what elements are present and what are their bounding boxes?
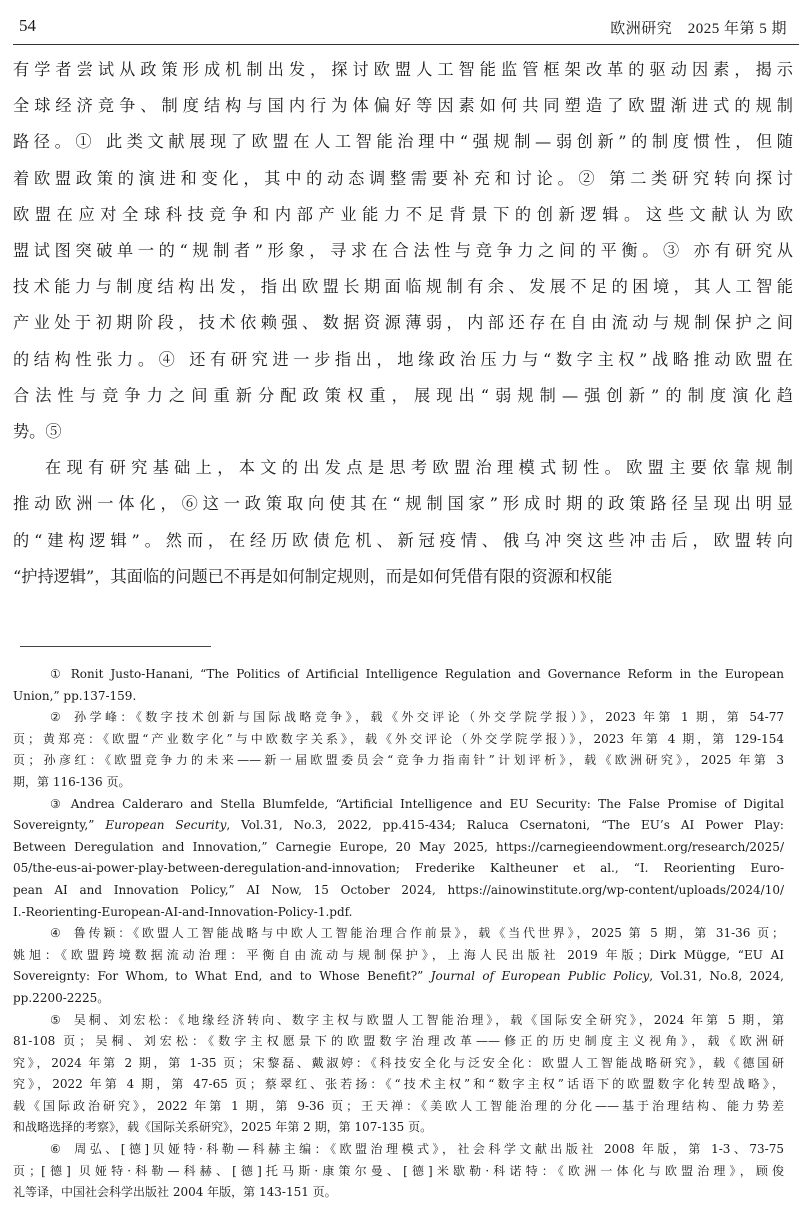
running-header: [13, 10, 799, 45]
footnote-text: 和战略选择的考察》，载《国际关系研究》，2025 年第 2 期，第 107-135 页。: [13, 1120, 433, 1135]
footnote-marker: ②: [50, 710, 61, 725]
footnote-line: [13, 1074, 784, 1096]
footnote-text: Between Deregulation and Innovation,” Carnegie Europe, 20 May 2025, https://carnegieendowment.org/research/2025/: [13, 839, 784, 854]
footnote-text: Union,” pp.137-159.: [13, 688, 137, 703]
body-line: 欧盟在应对全球科技竞争和内部产业能力不足背景下的创新逻辑。这些文献认为欧: [13, 204, 793, 224]
footnote-line: [13, 966, 784, 988]
body-line: 推动欧洲一体化，⑥这一政策取向使其在“规制国家”形成时期的政策路径呈现出明显: [13, 494, 793, 514]
body-line: 技术能力与制度结构出发，指出欧盟长期面临规制有余、发展不足的困境，其人工智能: [13, 277, 793, 297]
footnote-start-line: [13, 1139, 784, 1161]
body-line: 盟试图突破单一的“规制者”形象，寻求在合法性与竞争力之间的平衡。③ 亦有研究从: [13, 241, 793, 261]
footnote-start-line: [13, 707, 784, 729]
footnote-text: 姚旭：《欧盟跨境数据流动治理：平衡自由流动与规制保护》，上海人民出版社 2019 年版；Dirk Mügge, “EU AI: [13, 947, 784, 962]
main-body-text: [13, 52, 793, 595]
footnote-text: Sovereignty,”: [13, 818, 106, 833]
journal-title: Journal of European Public Policy: [430, 969, 650, 984]
footnote-start-line: [13, 794, 784, 816]
footnote-line: [13, 1031, 784, 1053]
footnote-line: [13, 1182, 784, 1204]
body-line: 着欧盟政策的演进和变化，其中的动态调整需要补充和讨论。② 第二类研究转向探讨: [13, 168, 793, 188]
body-line: 有学者尝试从政策形成机制出发，探讨欧盟人工智能监管框架改革的驱动因素，揭示: [13, 60, 793, 79]
footnote-line: [13, 729, 784, 751]
footnote-text: 05/the-eus-ai-power-play-between-deregulation-and-innovation; Frederike Kaltheuner et al., “I. Reorienting Euro-: [13, 861, 784, 876]
body-line: 合法性与竞争力之间重新分配政策权重，展现出“弱规制—强创新”的制度演化趋: [13, 385, 793, 405]
footnote-text: 孙学峰：《数字技术创新与国际战略竞争》，载《外交评论（外交学院学报）》，2023 年第 1 期，第 54-77: [70, 710, 784, 725]
page-number: 54: [19, 16, 36, 35]
footnote-line: [13, 1117, 784, 1139]
footnote-line: [13, 988, 784, 1010]
footnote-text: I.-Reorienting-European-AI-and-Innovation-Policy-1.pdf.: [13, 904, 353, 919]
body-line: 产业处于初期阶段，技术依赖强、数据资源薄弱，内部还存在自由流动与规制保护之间: [13, 313, 793, 333]
footnote-marker: ④: [50, 926, 61, 941]
footnote-line: [13, 880, 784, 902]
footnote-line: [13, 750, 784, 772]
footnote-line: [13, 902, 784, 924]
journal-title: European Security: [105, 818, 227, 833]
footnote-line: [13, 837, 784, 859]
body-line: 的“建构逻辑”。然而，在经历欧债危机、新冠疫情、俄乌冲突这些冲击后，欧盟转向: [13, 530, 793, 550]
footnote-text: pp.2200-2225。: [13, 990, 110, 1005]
footnote-start-line: [13, 1010, 784, 1032]
footnote-text: Ronit Justo-Hanani, “The Politics of Artificial Intelligence Regulation and Governance Reform in the European: [70, 667, 784, 681]
footnote-text: 究》，2024 年第 2 期，第 1-35 页；宋黎磊、戴淑婷：《科技安全化与泛安全化：欧盟人工智能战略研究》，载《德国研: [13, 1055, 784, 1070]
footnote-text: 载《国际政治研究》，2022 年第 1 期，第 9-36 页；王天禅：《美欧人工智能治理的分化——基于治理结构、能力势差: [13, 1098, 784, 1113]
footnote-separator: [20, 646, 211, 647]
footnote-text: Sovereignty: For Whom, to What End, and to Whose Benefit?”: [13, 969, 431, 984]
body-line: 路径。① 此类文献展现了欧盟在人工智能治理中“强规制—弱创新”的制度惯性，但随: [13, 132, 793, 152]
body-line: 全球经济竞争、制度结构与国内行为体偏好等因素如何共同塑造了欧盟渐进式的规制: [13, 96, 793, 116]
footnote-line: [13, 858, 784, 880]
footnote-text: Andrea Calderaro and Stella Blumfelde, “Artificial Intelligence and EU Security: The False Promise of Digital: [70, 796, 784, 811]
footnote-text: , Vol.31, No.3, 2022, pp.415-434; Raluca Csernatoni, “The EU’s AI Power Play:: [226, 818, 784, 833]
body-line: “护持逻辑”，其面临的问题已不再是如何制定规则，而是如何凭借有限的资源和权能: [13, 566, 613, 586]
footnote-line: [13, 815, 784, 837]
footnote-text: 页；孙彦红：《欧盟竞争力的未来——新一届欧盟委员会“竞争力指南针”计划评析》，载《欧洲研究》，2025 年第 3: [13, 753, 784, 768]
footnotes: [13, 664, 784, 1204]
body-line: 在现有研究基础上，本文的出发点是思考欧盟治理模式韧性。欧盟主要依靠规制: [45, 458, 793, 478]
footnote-line: [13, 1053, 784, 1075]
footnote-text: 吴桐、刘宏松：《地缘经济转向、数字主权与欧盟人工智能治理》，载《国际安全研究》，2024 年第 5 期，第: [70, 1012, 784, 1027]
footnote-start-line: [13, 923, 784, 945]
footnote-text: 礼等译，中国社会科学出版社 2004 年版，第 143-151 页。: [13, 1185, 337, 1200]
footnote-line: [13, 772, 784, 794]
footnote-text: 页；[德] 贝娅特·科勒—科赫、[德]托马斯·康策尔曼、[德]米歇勒·科诺特：《欧洲一体化与欧盟治理》，顾俊: [13, 1163, 784, 1178]
footnote-marker: ⑥: [50, 1142, 61, 1157]
footnote-marker: ①: [50, 667, 61, 681]
body-line: 的结构性张力。④ 还有研究进一步指出，地缘政治压力与“数字主权”战略推动欧盟在: [13, 349, 793, 369]
footnote-marker: ⑤: [50, 1012, 61, 1027]
footnote-text: 周弘、[德]贝娅特·科勒—科赫主编：《欧盟治理模式》，社会科学文献出版社 2008 年版，第 1-3、73-75: [70, 1142, 784, 1157]
footnote-text: 究》，2022 年第 4 期，第 47-65 页；蔡翠红、张若扬：《“技术主权”和“数字主权”话语下的欧盟数字化转型战略》，: [13, 1077, 784, 1092]
footnote-line: [13, 945, 784, 967]
footnote-text: 81-108 页；吴桐、刘宏松：《数字主权愿景下的欧盟数字治理改革——修正的历史制度主义视角》，载《欧洲研: [13, 1034, 784, 1049]
footnote-text: 页；黄郑亮：《欧盟“产业数字化”与中欧数字关系》，载《外交评论（外交学院学报）》，2023 年第 4 期，第 129-154: [13, 731, 784, 746]
footnote-line: [13, 1161, 784, 1183]
footnote-line: [13, 1096, 784, 1118]
footnote-text: pean AI and Innovation Policy,” AI Now, 15 October 2024, https://ainowinstitute.org/wp-content/uploads/2024/10/: [13, 882, 784, 897]
footnote-line: [13, 686, 784, 708]
footnote-text: , Vol.31, No.8, 2024,: [649, 969, 784, 984]
footnote-text: 鲁传颖：《欧盟人工智能战略与中欧人工智能治理合作前景》，载《当代世界》，2025 第 5 期，第 31-36 页；: [70, 926, 784, 941]
footnote-start-line: [13, 664, 784, 686]
footnote-text: 期，第 116-136 页。: [13, 774, 131, 789]
journal-issue: 欧洲研究 2025 年第 5 期: [610, 21, 787, 37]
body-line: 势。⑤: [13, 422, 62, 442]
footnote-marker: ③: [50, 796, 61, 811]
